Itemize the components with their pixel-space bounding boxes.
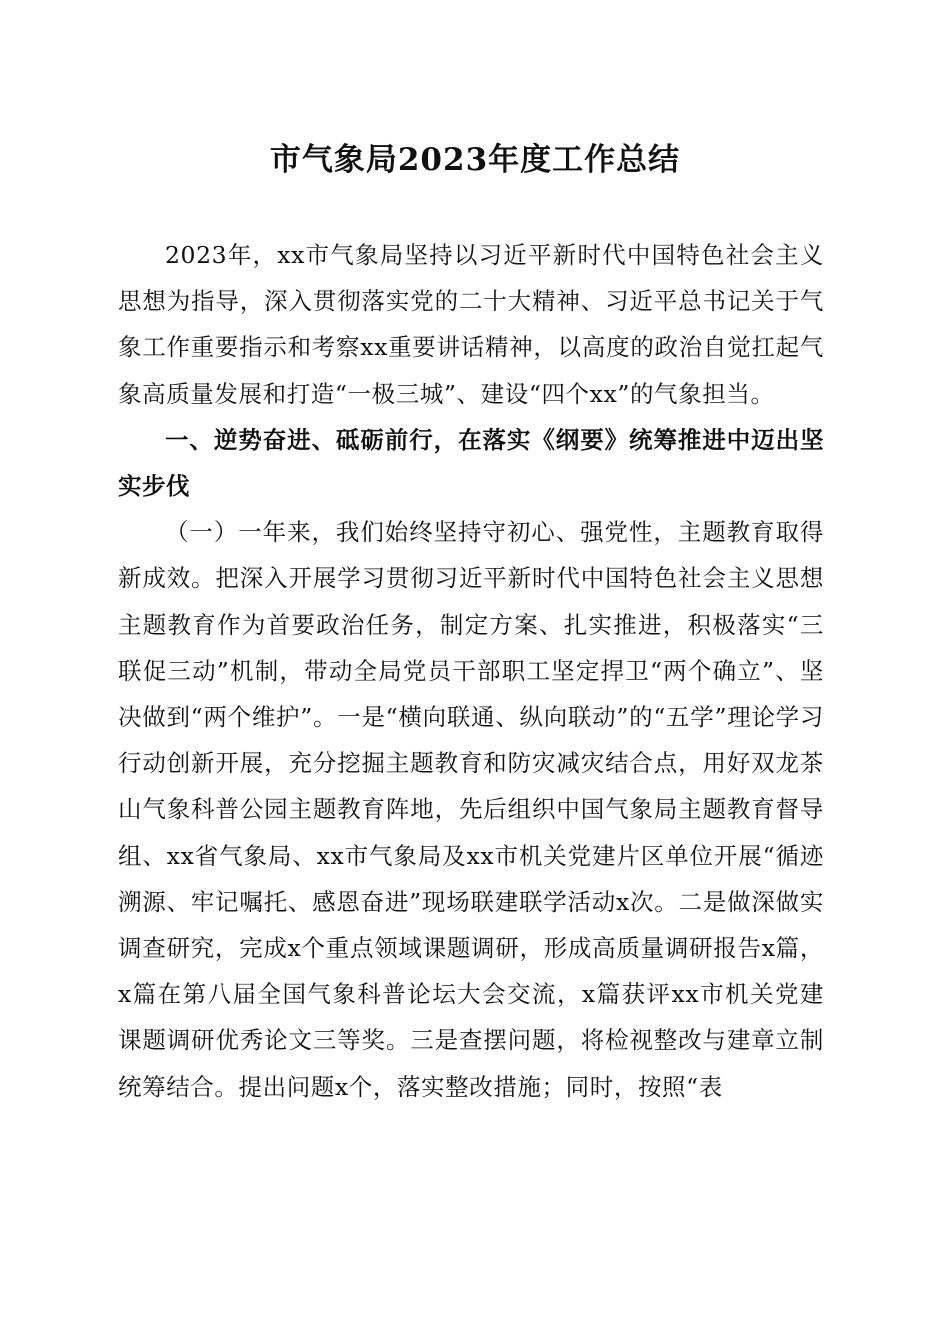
- intro-paragraph: 2023年，xx市气象局坚持以习近平新时代中国特色社会主义思想为指导，深入贯彻落实党的二十大精神、习近平总书记关于气象工作重要指示和考察xx重要讲话精神，以高度的政治自觉扛起气象高质量发展和打造“一极三城”、建设“四个xx”的气象担当。: [118, 241, 824, 408]
- document-body: [118, 232, 824, 1110]
- body-paragraph-1: （一）一年来，我们始终坚持守初心、强党性，主题教育取得新成效。把深入开展学习贯彻习近平新时代中国特色社会主义思想主题教育作为首要政治任务，制定方案、扎实推进，积极落实“三联促三动”机制，带动全局党员干部职工坚定捍卫“两个确立”、坚决做到“两个维护”。一是“横向联通、纵向联动”的“五学”理论学习行动创新开展，充分挖掘主题教育和防灾减灾结合点，用好双龙茶山气象科普公园主题教育阵地，先后组织中国气象局主题教育督导组、xx省气象局、xx市气象局及xx市机关党建片区单位开展“循迹溯源、牢记嘱托、感恩奋进”现场联建联学活动x次。二是做深做实调查研究，完成x个重点领域课题调研，形成高质量调研报告x篇，x篇在第八届全国气象科普论坛大会交流，x篇获评xx市机关党建课题调研优秀论文三等奖。三是查摆问题，将检视整改与建章立制统筹结合。提出问题x个，落实整改措施；同时，按照“表: [118, 518, 824, 1101]
- document-title: 市气象局2023年度工作总结: [269, 142, 681, 178]
- section-heading-1: 一、逆势奋进、砥砺前行，在落实《纲要》统筹推进中迈出坚实步伐: [118, 425, 824, 501]
